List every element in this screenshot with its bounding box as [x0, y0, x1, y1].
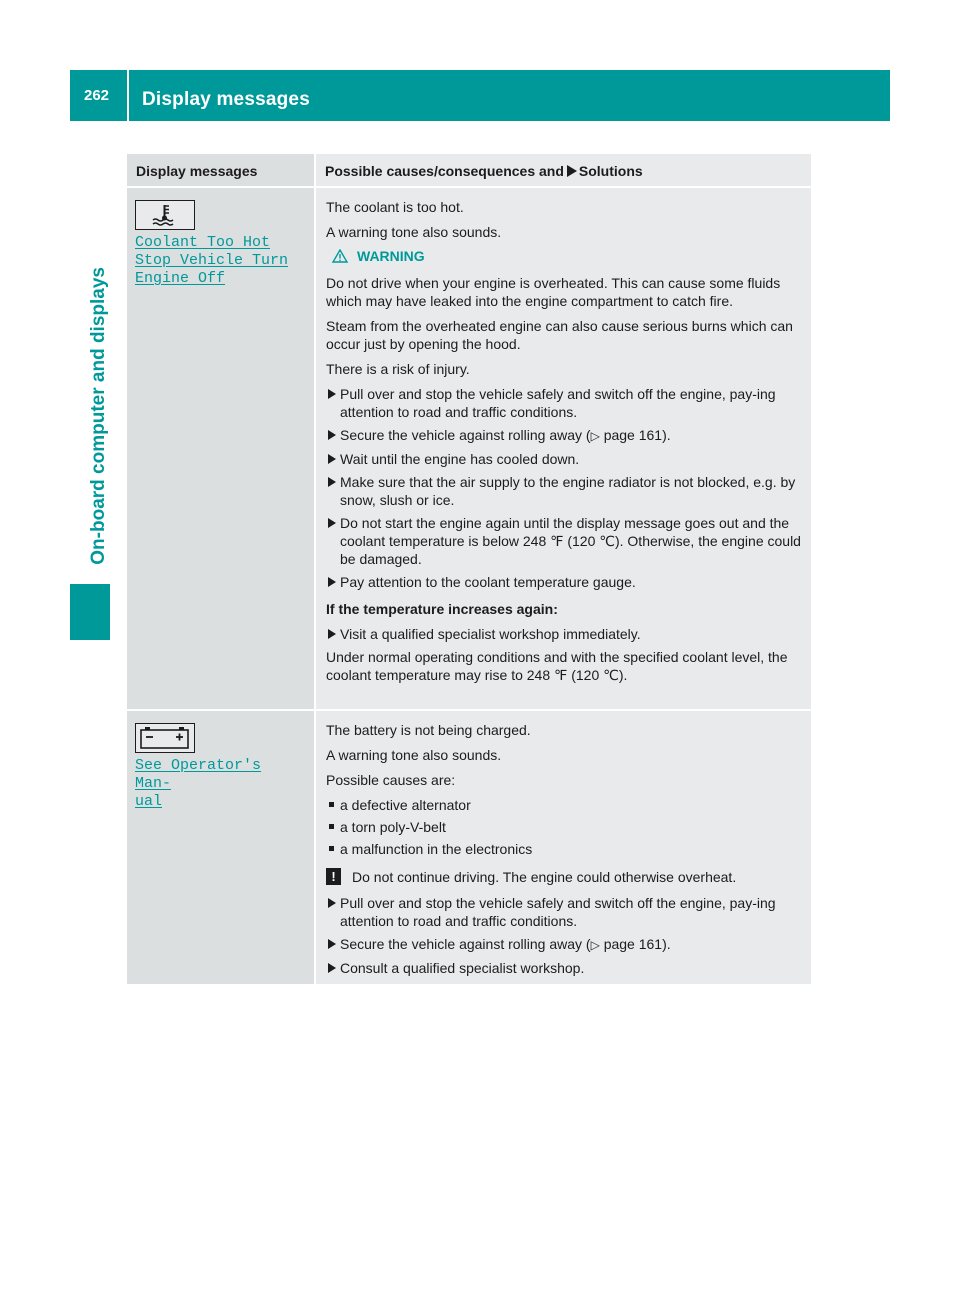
- coolant-temperature-icon: [135, 200, 195, 230]
- section-marker: [70, 584, 110, 640]
- page-reference-link[interactable]: page 161).: [603, 936, 671, 952]
- notice: [326, 868, 804, 886]
- solution-step: Pay attention to the coolant temperature gauge.: [326, 573, 804, 591]
- page-reference-link[interactable]: page 161).: [603, 427, 671, 443]
- col-header-display-messages: Display messages: [127, 154, 314, 186]
- display-message-cell: [127, 188, 314, 709]
- page-title: Display messages: [142, 89, 310, 110]
- closing-text: Under normal operating conditions and with the specified coolant level, the coolant temperature may rise to 248 ℉ (120 ℃).: [326, 649, 788, 683]
- notice-text: Do not continue driving. The engine could otherwise overheat.: [352, 869, 737, 885]
- step-arrow-icon: [326, 514, 340, 568]
- section-label: On-board computer and displays: [88, 267, 109, 565]
- col-header-solutions-text: Solutions: [578, 163, 643, 179]
- solution-step: Pull over and stop the vehicle safely and switch off the engine, pay-ing attention to road and traffic conditions.: [326, 894, 804, 930]
- table-row: [127, 711, 811, 986]
- cause-text: The coolant is too hot.: [326, 199, 464, 215]
- solution-step: Consult a qualified specialist workshop.: [326, 959, 804, 977]
- step-arrow-icon: [326, 385, 340, 421]
- warning-text: There is a risk of injury.: [326, 361, 470, 377]
- warning-text: Do not drive when your engine is overheated. This can cause some fluids which may have leaked into the engine compartment to catch fire.: [326, 275, 781, 309]
- cause-text: Possible causes are:: [326, 772, 456, 788]
- col-header-causes: [314, 154, 811, 186]
- table-row: [127, 188, 811, 711]
- causes-cell: [314, 188, 811, 709]
- cause-text: A warning tone also sounds.: [326, 224, 502, 240]
- cause-text: The battery is not being charged.: [326, 722, 531, 738]
- solution-step: Secure the vehicle against rolling away (▷ page 161).: [326, 935, 804, 954]
- solution-step: Do not start the engine again until the display message goes out and the coolant temperature is below 248 ℉ (120 ℃). Otherwise, the engine could be damaged.: [326, 514, 804, 568]
- message-line: ual: [135, 793, 163, 810]
- cause-bullet: a torn poly-V-belt: [326, 818, 804, 836]
- subheading: If the temperature increases again:: [326, 601, 558, 617]
- display-message-text: [135, 234, 306, 288]
- header-divider: [127, 70, 129, 121]
- step-arrow-icon: [326, 426, 340, 445]
- message-line: Coolant Too Hot: [135, 234, 271, 251]
- solution-step: Pull over and stop the vehicle safely and switch off the engine, pay-ing attention to road and traffic conditions.: [326, 385, 804, 421]
- solution-step: Wait until the engine has cooled down.: [326, 450, 804, 468]
- solution-step: Secure the vehicle against rolling away (▷ page 161).: [326, 426, 804, 445]
- page-header: [70, 70, 890, 121]
- step-arrow-icon: [326, 894, 340, 930]
- exclamation-icon: !: [326, 868, 341, 885]
- warning-triangle-icon: [332, 249, 348, 263]
- step-arrow-icon: [326, 450, 340, 468]
- step-arrow-icon: [326, 935, 340, 954]
- message-line: Engine Off: [135, 270, 226, 287]
- page-ref-icon: ▷: [590, 429, 600, 443]
- step-arrow-icon: [326, 573, 340, 591]
- step-arrow-icon: [326, 625, 340, 643]
- warning-text: Steam from the overheated engine can also cause serious burns which can occur just by opening the hood.: [326, 318, 793, 352]
- page-number: 262: [84, 87, 110, 104]
- section-tab: [84, 226, 114, 606]
- warning-label: WARNING: [357, 248, 425, 264]
- display-message-cell: [127, 711, 314, 984]
- bullet-icon: [326, 840, 340, 858]
- step-arrow-icon: [326, 959, 340, 977]
- warning-heading: [332, 248, 804, 264]
- messages-table: [127, 154, 811, 986]
- solution-step: Visit a qualified specialist workshop immediately.: [326, 625, 804, 643]
- message-line: See Operator's Man‐: [135, 757, 262, 792]
- step-arrow-icon: [326, 473, 340, 509]
- table-header: [127, 154, 811, 188]
- bullet-icon: [326, 818, 340, 836]
- col-header-causes-text: Possible causes/consequences and: [325, 163, 564, 179]
- page-ref-icon: ▷: [590, 938, 600, 952]
- cause-text: A warning tone also sounds.: [326, 747, 502, 763]
- cause-bullet: a defective alternator: [326, 796, 804, 814]
- battery-icon: [135, 723, 195, 753]
- solution-step: Make sure that the air supply to the engine radiator is not blocked, e.g. by snow, slush or ice.: [326, 473, 804, 509]
- display-message-text: [135, 757, 306, 811]
- cause-bullet: a malfunction in the electronics: [326, 840, 804, 858]
- bullet-icon: [326, 796, 340, 814]
- causes-cell: [314, 711, 811, 984]
- message-line: Stop Vehicle Turn: [135, 252, 289, 269]
- solution-arrow-icon: [567, 165, 577, 177]
